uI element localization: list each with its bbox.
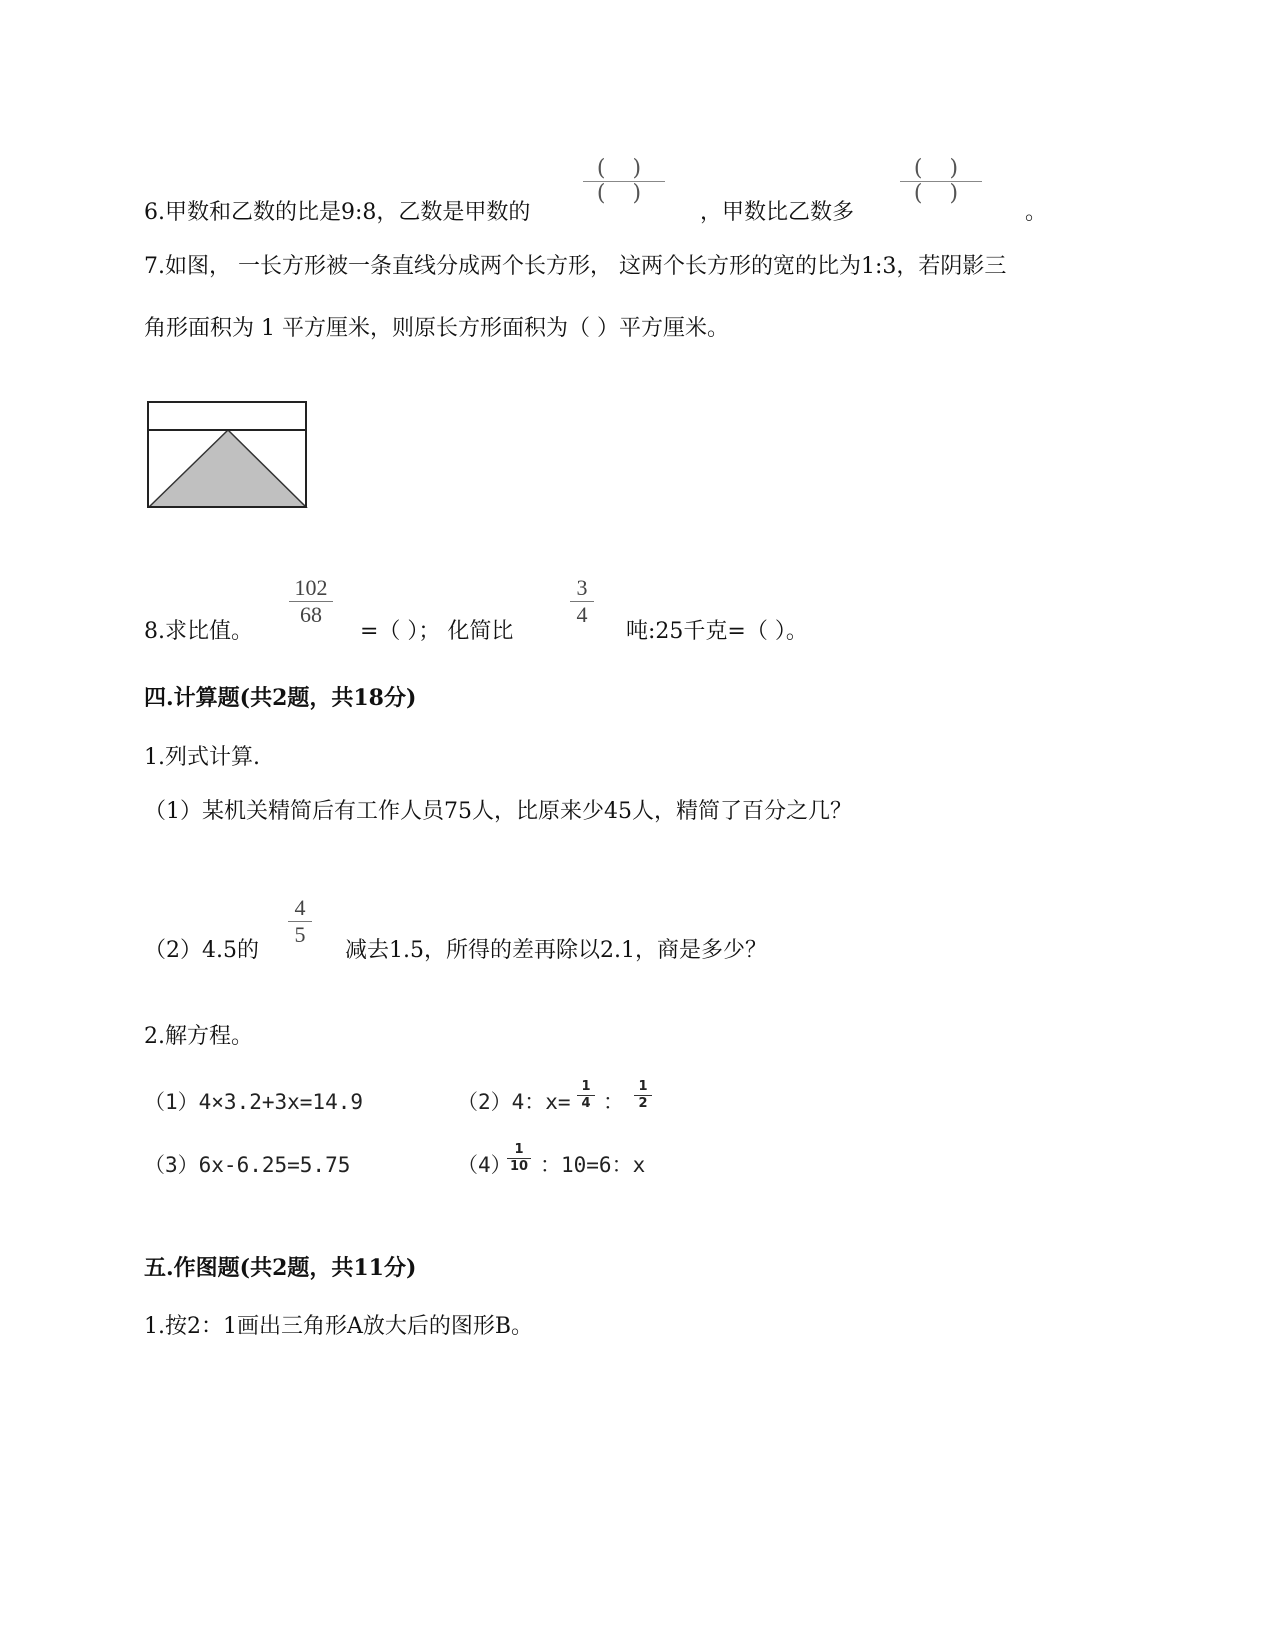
fraction-denominator: 10 (509, 1159, 529, 1174)
section-5-heading: 五.作图题(共2题，共11分) (144, 1255, 417, 1281)
q7-line-2: 角形面积为 1 平方厘米，则原长方形面积为（ ）平方厘米。 (144, 316, 729, 341)
equation-4-b: ：10=6：x (540, 1153, 646, 1177)
fraction-denominator: 4 (576, 602, 588, 627)
q6-text-b: ，甲数比乙数多 (700, 200, 855, 225)
fraction-denominator: 2 (638, 1096, 648, 1111)
equation-3: （3）6x-6.25=5.75 (144, 1153, 351, 1177)
equation-2-fraction-2 (634, 1080, 652, 1111)
fraction-denominator: 4 (581, 1096, 591, 1111)
s4-q1-part1: （1）某机关精简后有工作人员75人，比原来少45人，精简了百分之几？ (144, 799, 852, 824)
fraction-numerator: 1 (581, 1079, 591, 1094)
s4-q1-title: 1.列式计算. (144, 745, 260, 770)
q8-label: 8.求比值。 (144, 619, 253, 644)
q6-text-a: 6.甲数和乙数的比是9:8，乙数是甲数的 (144, 200, 531, 225)
fraction-denominator: 68 (300, 602, 322, 627)
fraction-denominator: 5 (294, 922, 306, 947)
q7-line-1: 7.如图， 一长方形被一条直线分成两个长方形， 这两个长方形的宽的比为1:3，若阴影三 (144, 254, 1007, 279)
s4-q1-part2-b: 减去1.5，所得的差再除以2.1，商是多少？ (345, 938, 767, 963)
q8-tail-text: 吨:25千克=（ ）。 (626, 619, 808, 644)
fraction-numerator: ( ) (596, 156, 652, 181)
shaded-triangle (149, 430, 306, 507)
q6-blank-fraction-2 (900, 158, 982, 205)
fraction-numerator: 3 (576, 575, 588, 600)
equation-1: （1）4×3.2+3x=14.9 (144, 1090, 364, 1114)
fraction-numerator: 102 (294, 575, 328, 600)
fraction-numerator: 1 (638, 1079, 648, 1094)
q8-fraction-2 (570, 576, 594, 627)
s4-q1-part2-fraction (288, 896, 312, 947)
s5-q1: 1.按2：1画出三角形A放大后的图形B。 (144, 1314, 534, 1339)
q7-rectangle-figure (144, 400, 309, 512)
equation-2-fraction-1 (577, 1080, 595, 1111)
fraction-denominator: ( ) (913, 181, 969, 206)
equation-4-a: （4） (457, 1153, 512, 1177)
q8-mid-text: =（ ）； 化简比 (360, 619, 514, 644)
q6-blank-fraction-1 (583, 158, 665, 205)
equation-4-fraction (507, 1143, 531, 1174)
fraction-numerator: 1 (514, 1142, 524, 1157)
q6-text-c: 。 (1025, 200, 1048, 225)
s4-q2-title: 2.解方程。 (144, 1024, 253, 1049)
fraction-denominator: ( ) (596, 181, 652, 206)
s4-q1-part2-a: （2）4.5的 (144, 938, 259, 963)
equation-2-separator: ： (603, 1090, 624, 1114)
section-4-heading: 四.计算题(共2题，共18分) (144, 685, 417, 711)
q8-fraction-1 (289, 576, 333, 627)
fraction-numerator: 4 (294, 895, 306, 920)
fraction-numerator: ( ) (913, 156, 969, 181)
equation-2-a: （2）4：x= (457, 1090, 571, 1114)
